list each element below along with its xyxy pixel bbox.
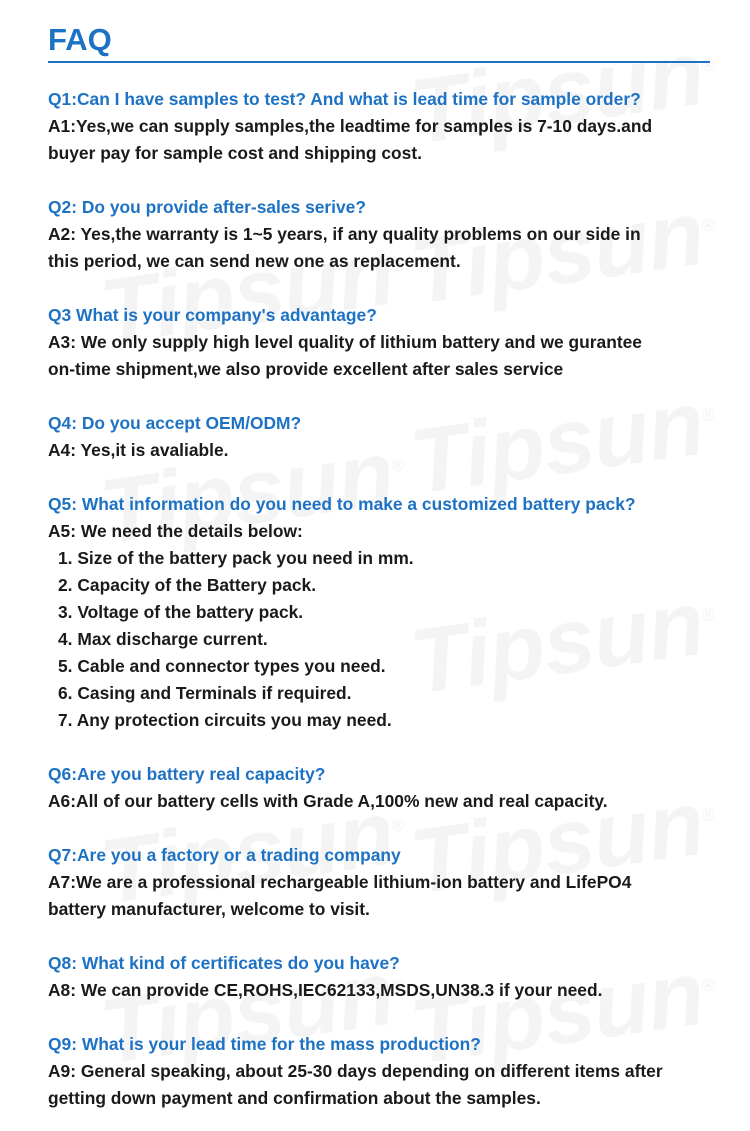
faq-item-7 bbox=[48, 842, 738, 923]
list-item: 4. Max discharge current. bbox=[58, 629, 268, 649]
list-item: 7. Any protection circuits you may need. bbox=[58, 710, 392, 730]
question: Q1:Can I have samples to test? And what is lead time for sample order? bbox=[48, 89, 641, 109]
answer-line: buyer pay for sample cost and shipping cost. bbox=[48, 143, 422, 163]
question: Q8: What kind of certificates do you have? bbox=[48, 953, 400, 973]
question: Q4: Do you accept OEM/ODM? bbox=[48, 413, 302, 433]
faq-item-1 bbox=[48, 86, 738, 167]
answer-line: A8: We can provide CE,ROHS,IEC62133,MSDS,UN38.3 if your need. bbox=[48, 980, 603, 1000]
list-item: 5. Cable and connector types you need. bbox=[58, 656, 386, 676]
question: Q5: What information do you need to make a customized battery pack? bbox=[48, 494, 636, 514]
answer-line: A3: We only supply high level quality of lithium battery and we gurantee bbox=[48, 332, 642, 352]
faq-item-5 bbox=[48, 491, 738, 734]
answer-line: A1:Yes,we can supply samples,the leadtime for samples is 7-10 days.and bbox=[48, 116, 653, 136]
list-item: 6. Casing and Terminals if required. bbox=[58, 683, 352, 703]
header bbox=[48, 22, 710, 58]
answer-line: A4: Yes,it is avaliable. bbox=[48, 440, 229, 460]
faq-item-8 bbox=[48, 950, 738, 1004]
faq-item-3 bbox=[48, 302, 738, 383]
list-item: 1. Size of the battery pack you need in mm. bbox=[58, 548, 414, 568]
question: Q9: What is your lead time for the mass production? bbox=[48, 1034, 481, 1054]
answer-line: battery manufacturer, welcome to visit. bbox=[48, 899, 370, 919]
faq-item-4 bbox=[48, 410, 738, 464]
answer-line: A2: Yes,the warranty is 1~5 years, if any quality problems on our side in bbox=[48, 224, 641, 244]
list-item: 3. Voltage of the battery pack. bbox=[58, 602, 304, 622]
answer-line: getting down payment and confirmation about the samples. bbox=[48, 1088, 541, 1108]
answer-line: A5: We need the details below: bbox=[48, 521, 303, 541]
question: Q3 What is your company's advantage? bbox=[48, 305, 377, 325]
answer-line: A6:All of our battery cells with Grade A,100% new and real capacity. bbox=[48, 791, 608, 811]
faq-list bbox=[48, 86, 738, 1112]
title-divider bbox=[48, 61, 710, 63]
faq-item-6 bbox=[48, 761, 738, 815]
faq-item-9 bbox=[48, 1031, 738, 1112]
faq-item-2 bbox=[48, 194, 738, 275]
answer-line: this period, we can send new one as replacement. bbox=[48, 251, 461, 271]
question: Q2: Do you provide after-sales serive? bbox=[48, 197, 366, 217]
answer-line: A7:We are a professional rechargeable lithium-ion battery and LifePO4 bbox=[48, 872, 632, 892]
question: Q6:Are you battery real capacity? bbox=[48, 764, 326, 784]
requirements-list bbox=[48, 545, 738, 734]
answer-line: A9: General speaking, about 25-30 days depending on different items after bbox=[48, 1061, 663, 1081]
answer-line: on-time shipment,we also provide excellent after sales service bbox=[48, 359, 564, 379]
page-title: FAQ bbox=[48, 22, 112, 57]
list-item: 2. Capacity of the Battery pack. bbox=[58, 575, 317, 595]
question: Q7:Are you a factory or a trading company bbox=[48, 845, 401, 865]
